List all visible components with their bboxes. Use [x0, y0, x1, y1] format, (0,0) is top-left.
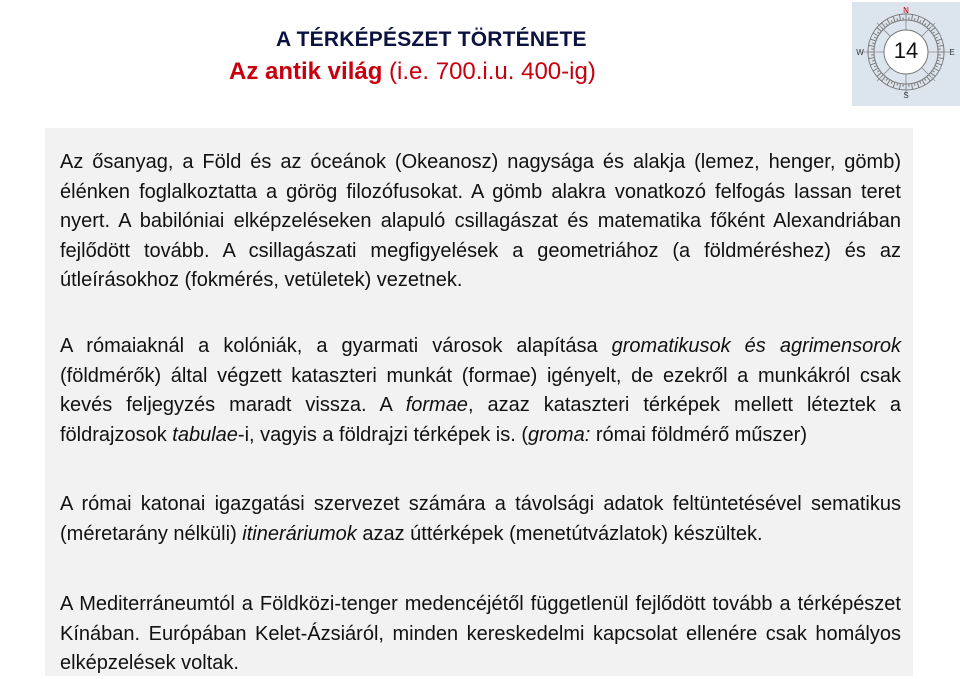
- title-band: [220, 3, 850, 104]
- compass-tick: [932, 32, 934, 34]
- p2-text-i: római földmérő műszer): [590, 424, 807, 446]
- compass-tick: [870, 63, 876, 65]
- compass-tick: [931, 28, 936, 32]
- compass-tick: [922, 19, 925, 24]
- compass-tick: [869, 58, 875, 59]
- compass-tick: [920, 81, 921, 84]
- compass-tick: [870, 39, 876, 41]
- compass-tick: [872, 60, 875, 61]
- compass-tick: [932, 70, 934, 72]
- compass-tick: [893, 16, 895, 22]
- compass-tick: [882, 23, 886, 28]
- compass-tick: [917, 16, 919, 22]
- compass-tick: [899, 84, 900, 90]
- compass-tick: [934, 68, 939, 71]
- compass-tick: [877, 70, 879, 72]
- compass-tick: [877, 32, 879, 34]
- compass-tick: [887, 19, 890, 24]
- compass-tick: [874, 37, 877, 38]
- page-number: 14: [882, 38, 930, 64]
- compass-tick: [873, 33, 878, 36]
- compass-tick: [877, 73, 882, 77]
- compass-tick: [936, 39, 942, 41]
- subtitle-dates: (i.e. 700.i.u. 400-ig): [382, 58, 595, 85]
- compass-tick: [912, 15, 913, 21]
- compass-tick: [924, 78, 926, 80]
- compass-e: E: [949, 48, 954, 57]
- p2-text-g: -i, vagyis a földrajzi térképek is. (: [238, 424, 528, 446]
- compass-tick: [920, 20, 921, 23]
- subtitle-bold: Az antik világ: [229, 58, 382, 85]
- compass-tick: [922, 80, 925, 85]
- compass-tick: [873, 68, 878, 71]
- p2-italic-gromatikusok: gromatikusok és agrimensorok: [612, 335, 901, 357]
- compass-tick: [887, 80, 890, 85]
- compass-tick: [872, 43, 875, 44]
- compass-tick: [938, 45, 944, 46]
- p2-italic-groma: groma:: [528, 424, 590, 446]
- compass-tick: [917, 82, 919, 88]
- compass-tick: [914, 18, 915, 21]
- p3-text-a: A római katonai igazgatási szervezet számára a távolsági adatok feltüntetésével sematikus (méretarány nélküli): [60, 493, 901, 545]
- compass-tick: [897, 83, 898, 86]
- p2-text-a: A rómaiaknál a kolóniák, a gyarmati városok alapítása: [60, 335, 612, 357]
- paragraph-roman-cadastre: [60, 332, 901, 450]
- compass-tick: [937, 60, 940, 61]
- p2-italic-formae: formae: [406, 394, 468, 416]
- compass-tick: [938, 58, 944, 59]
- p2-text-e: , azaz kataszteri térképek mellett léteztek a földrajzosok: [60, 394, 901, 446]
- compass-tick: [897, 18, 898, 21]
- compass-s: S: [903, 91, 908, 100]
- compass-w: W: [856, 48, 864, 57]
- compass-tick: [869, 45, 875, 46]
- compass-tick: [934, 33, 939, 36]
- p3-text-c: azaz úttérképek (menetútvázlatok) készültek.: [357, 523, 763, 545]
- compass-tick: [914, 83, 915, 86]
- compass-tick: [927, 77, 931, 82]
- compass-n: N: [903, 6, 909, 15]
- slide-header: [0, 0, 960, 108]
- slide-subtitle: [229, 58, 596, 86]
- p2-italic-tabulae: tabulae: [172, 424, 238, 446]
- p2-text-c: (földmérők) által végzett kataszteri munkát (formae) igényelt, de ezekről a munkákról csak kevés feljegyzés maradt vissza. A: [60, 365, 901, 417]
- compass-tick: [899, 15, 900, 21]
- compass-tick: [886, 78, 888, 80]
- compass-tick: [924, 23, 926, 25]
- compass-tick: [882, 77, 886, 82]
- p3-italic-itinerariumok: itineráriumok: [242, 523, 356, 545]
- compass-tick: [937, 43, 940, 44]
- paragraph-greek: Az ősanyag, a Föld és az óceánok (Okeanosz) nagysága és alakja (lemez, henger, gömb) élénken foglalkoztatta a görög filozófusokat. A gömb alakra vonatkozó felfogás lassan teret nyert. A babilóniai elképzeléseken alapuló csillagászat és matematika főként Alexandriában fejlődött tovább. A csillagászati megfigyelések a geometriához (a földméréshez) és az útleírásokhoz (fokmérés, vetületek) vezetnek.: [60, 148, 901, 296]
- compass-tick: [886, 23, 888, 25]
- compass-tick: [891, 20, 892, 23]
- compass-tick: [912, 84, 913, 90]
- compass-tick: [931, 73, 936, 77]
- compass-tick: [893, 82, 895, 88]
- compass-tick: [874, 66, 877, 67]
- compass-tick: [935, 37, 938, 38]
- compass-tick: [935, 66, 938, 67]
- paragraph-itinerary: [60, 490, 901, 549]
- compass-tick: [936, 63, 942, 65]
- compass-tick: [927, 23, 931, 28]
- compass-tick: [891, 81, 892, 84]
- compass-tick: [877, 28, 882, 32]
- slide-title: A TÉRKÉPÉSZET TÖRTÉNETE: [276, 28, 587, 52]
- paragraph-china: A Mediterráneumtól a Földközi-tenger medencéjétől függetlenül fejlődött tovább a térképészet Kínában. Európában Kelet-Ázsiáról, minden kereskedelmi kapcsolat ellenére csak homályos elképzelések voltak.: [60, 590, 901, 679]
